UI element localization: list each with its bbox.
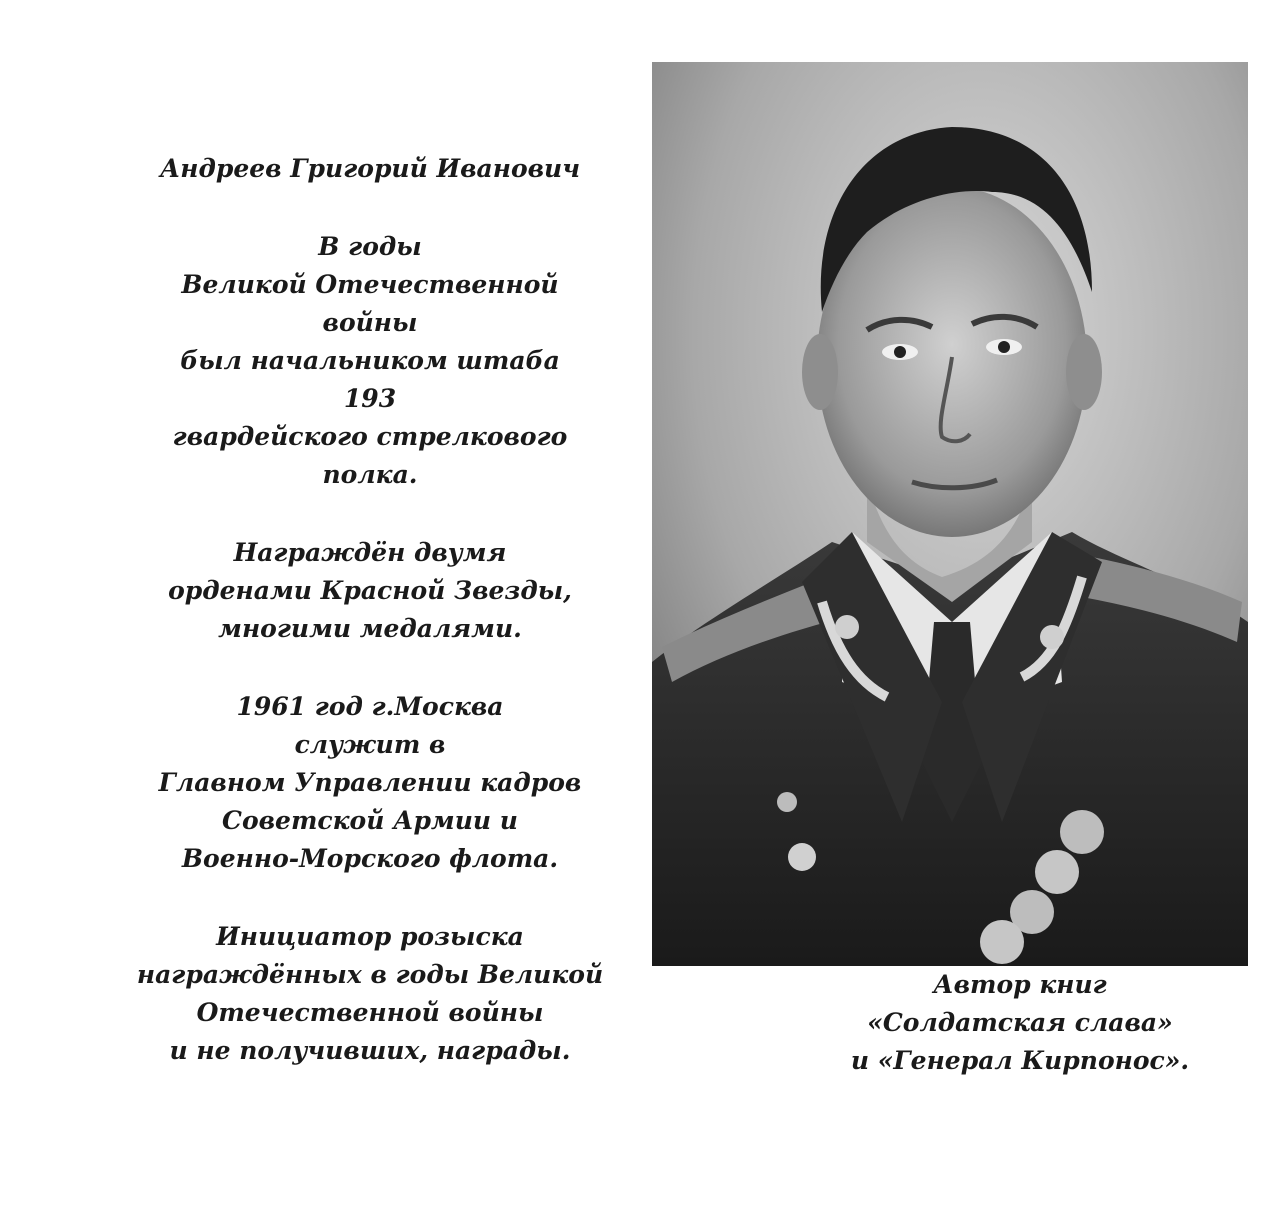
person-name: Андреев Григорий Иванович — [159, 154, 581, 183]
text-line: награждённых в годы Великой — [136, 960, 604, 989]
text-line: Советской Армии и — [222, 806, 518, 835]
caption-line: «Солдатская слава» — [867, 1008, 1173, 1037]
text-line: многими медалями. — [218, 614, 522, 643]
paragraph-initiator — [110, 918, 630, 1070]
text-line: и не получивших, награды. — [169, 1036, 571, 1065]
text-line: Инициатор розыска — [216, 922, 524, 951]
text-line: Отечественной войны — [196, 998, 544, 1027]
text-line: Великой Отечественной — [181, 270, 559, 299]
text-line: войны — [322, 308, 418, 337]
text-line: 1961 год г.Москва — [236, 692, 504, 721]
text-line: Награждён двумя — [233, 538, 507, 567]
photo-caption — [780, 966, 1260, 1080]
text-line: был начальником штаба — [180, 346, 560, 375]
paragraph-service — [110, 228, 630, 494]
text-line: Главном Управлении кадров — [158, 768, 582, 797]
caption-line: Автор книг — [933, 970, 1107, 999]
biography-text — [110, 150, 630, 1110]
text-line: орденами Красной Звезды, — [168, 576, 572, 605]
portrait-photo — [652, 62, 1248, 966]
portrait-photo-icon — [652, 62, 1248, 966]
text-line: 193 — [343, 384, 397, 413]
caption-line: и «Генерал Кирпонос». — [850, 1046, 1190, 1075]
text-line: В годы — [318, 232, 422, 261]
paragraph-moscow — [110, 688, 630, 878]
text-line: полка. — [322, 460, 418, 489]
text-line: Военно-Морского флота. — [181, 844, 559, 873]
text-line: служит в — [294, 730, 446, 759]
text-line: гвардейского стрелкового — [172, 422, 568, 451]
paragraph-awards — [110, 534, 630, 648]
